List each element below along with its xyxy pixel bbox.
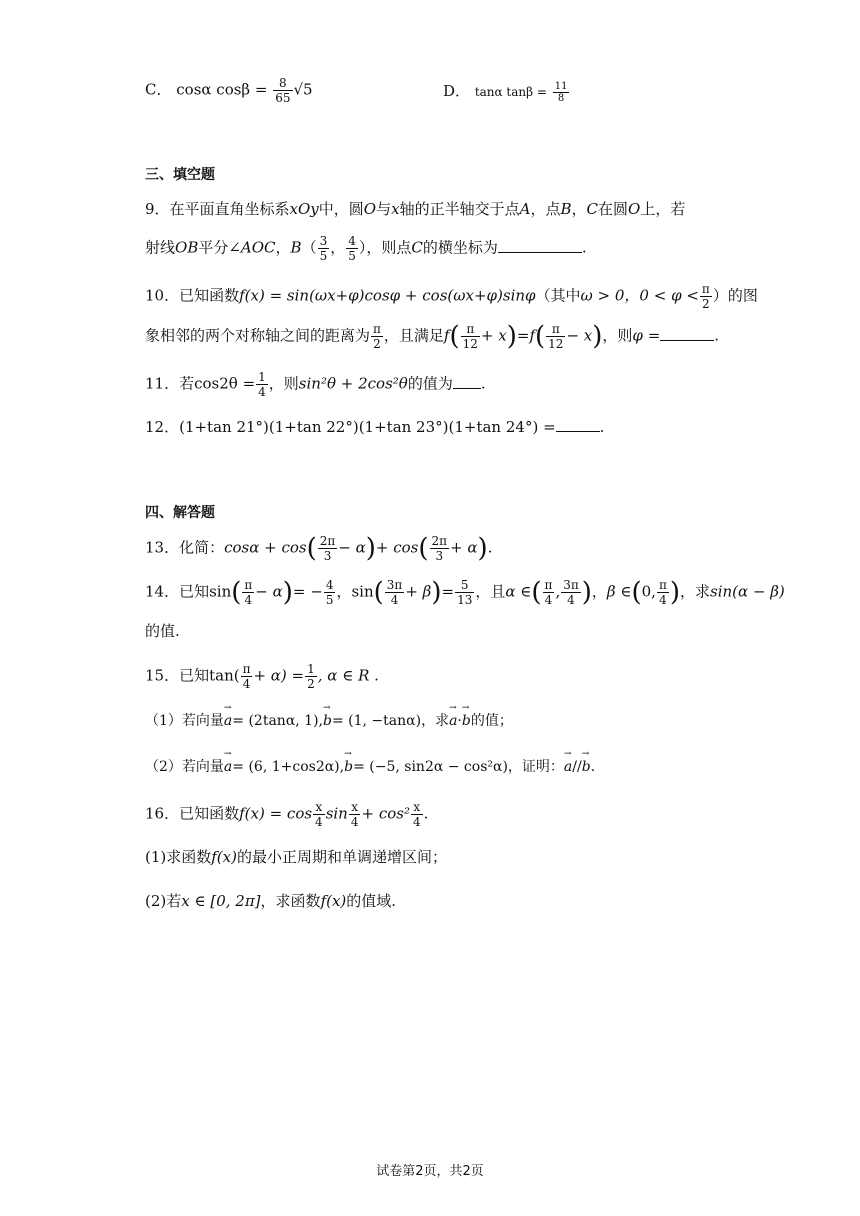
answer-blank[interactable] bbox=[556, 419, 600, 432]
question-11: 11．若cos2θ = $\frac{1}{4}$ ，则sin²θ + 2cos²θ的值为 . bbox=[145, 370, 486, 399]
question-14-line1: 14．已知sin( $\frac{\pi}{4}$ − α)= − $\frac{4}{5}$ ，sin( $\frac{3\pi}{4}$ + β)= $\frac{5}{13}$ ，且α ∈( $\frac{\pi}{4}$ , $\frac{3\pi}{4}$ )，β ∈(0, $\frac{\pi}{4}$ )，求sin(α − β) bbox=[145, 577, 785, 608]
question-13: 13．化简：cosα + cos( $\frac{2\pi}{3}$ − α)+ cos( $\frac{2\pi}{3}$ + α). bbox=[145, 533, 493, 564]
question-9-line1: 9．在平面直角坐标系xOy中，圆O与x轴的正半轴交于点A，点B，C在圆O上，若 bbox=[145, 200, 686, 218]
question-10-line1: 10．已知函数f(x) = sin(ωx+φ)cosφ + cos(ωx+φ)sinφ（其中ω > 0，0 < φ < $\frac{\pi}{2}$ ）的图 bbox=[145, 282, 758, 311]
question-14-line2: 的值. bbox=[145, 622, 180, 640]
section-title-solve: 四、解答题 bbox=[145, 505, 215, 521]
section-title-fill-blank: 三、填空题 bbox=[145, 167, 215, 183]
answer-blank[interactable] bbox=[498, 240, 582, 253]
question-15-part1: （1）若向量→ a= (2tanα, 1),→ b= (1, −tanα)，求→ a·→ b的值； bbox=[145, 710, 513, 730]
page-footer: 试卷第2页，共2页 bbox=[376, 1164, 484, 1179]
question-9-line2: 射线OB平分∠AOC，B（ $\frac{3}{5}$ ， $\frac{4}{5}$ ），则点C的横坐标为 . bbox=[145, 234, 587, 263]
question-12: 12．(1+tan 21°)(1+tan 22°)(1+tan 23°)(1+tan 24°) = . bbox=[145, 418, 605, 436]
question-16: 16．已知函数f(x) = cos $\frac{x}{4}$ sin $\frac{x}{4}$ + cos² $\frac{x}{4}$ . bbox=[145, 800, 429, 829]
option-c: C． cosα cosβ = $\frac{8}{65}$ √5 bbox=[145, 76, 313, 105]
question-15-part2: （2）若向量→ a= (6, 1+cos2α),→ b= (−5, sin2α − cos²α)，证明：→ a//→ b. bbox=[145, 756, 595, 776]
question-15: 15．已知tan( $\frac{\pi}{4}$ + α) = $\frac{1}{2}$ , α ∈ R . bbox=[145, 662, 379, 691]
answer-blank[interactable] bbox=[453, 376, 481, 389]
answer-blank[interactable] bbox=[660, 328, 714, 341]
fraction: $\frac{8}{65}$ bbox=[275, 76, 291, 105]
question-10-line2: 象相邻的两个对称轴之间的距离为 $\frac{\pi}{2}$ ，且满足f( $\frac{\pi}{12}$ + x)=f( $\frac{\pi}{12}$ − x)，则φ = . bbox=[145, 321, 720, 352]
option-d: D． tanα tanβ = $\frac{11}{8}$ bbox=[443, 80, 568, 104]
question-16-part2: (2)若x ∈ [0, 2π]，求函数f(x)的值域. bbox=[145, 892, 397, 910]
question-16-part1: (1)求函数f(x)的最小正周期和单调递增区间； bbox=[145, 848, 447, 866]
